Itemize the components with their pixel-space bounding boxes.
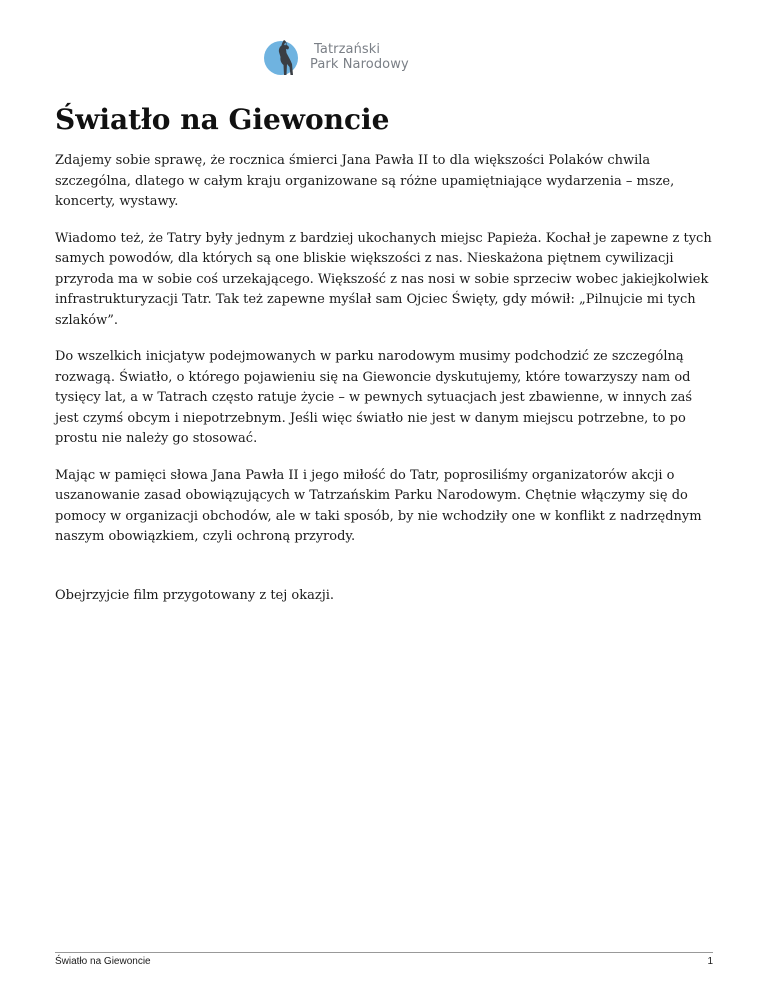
park-logo[interactable] [262, 36, 409, 78]
page-footer [55, 952, 713, 969]
paragraph-4: Mając w pamięci słowa Jana Pawła II i jego miłość do Tatr, poprosiliśmy organizatorów akcji o uszanowanie zasad obowiązujących w Tatrzańskim Parku Narodowym. Chętnie włączymy się do pomocy w organizacji obchodów, ale w taki sposób, by nie wchodziły one w konflikt z nadrzędnym naszym obowiązkiem, czyli ochroną przyrody. [55, 467, 702, 544]
footer-title: Światło na Giewoncie [55, 956, 151, 967]
logo-wordmark [310, 42, 409, 72]
logo-line-2: Park Narodowy [310, 57, 409, 72]
closing-paragraph: Obejrzyjcie film przygotowany z tej okazji. [55, 587, 335, 603]
page-number: 1 [707, 956, 713, 967]
paragraph-1: Zdajemy sobie sprawę, że rocznica śmierci Jana Pawła II to dla większości Polaków chwila szczególna, dlatego w całym kraju organizowane są różne upamiętniające wydarzenia – msze, koncerty, wystawy. [55, 153, 675, 209]
logo-line-1: Tatrzański [314, 42, 381, 57]
article-title: Światło na Giewoncie [55, 103, 390, 136]
article-body [55, 151, 715, 622]
paragraph-3: Do wszelkich inicjatyw podejmowanych w parku narodowym musimy podchodzić ze szczególną rozwagą. Światło, o którego pojawieniu się na Giewoncie dyskutujemy, które towarzyszy nam od tysięcy lat, a w Tatrach często ratuje życie – w pewnych sytuacjach jest zbawienne, w innych zaś jest czymś obcym i niepotrzebnym. Jeśli więc światło nie jest w danym miejscu potrzebne, to po prostu nie należy go stosować. [55, 349, 692, 446]
paragraph-2: Wiadomo też, że Tatry były jednym z bardziej ukochanych miejsc Papieża. Kochał je zapewne z tych samych powodów, dla których są one bliskie większości z nas. Nieskażona piętnem cywilizacji przyroda ma w sobie coś urzekającego. Większość z nas nosi w sobie sprzeciw wobec jakiejkolwiek infrastrukturyzacji Tatr. Tak też zapewne myślał sam Ojciec Święty, gdy mówił: „Pilnujcie mi tych szlaków”. [55, 230, 712, 328]
chamois-logo-icon [262, 36, 304, 78]
